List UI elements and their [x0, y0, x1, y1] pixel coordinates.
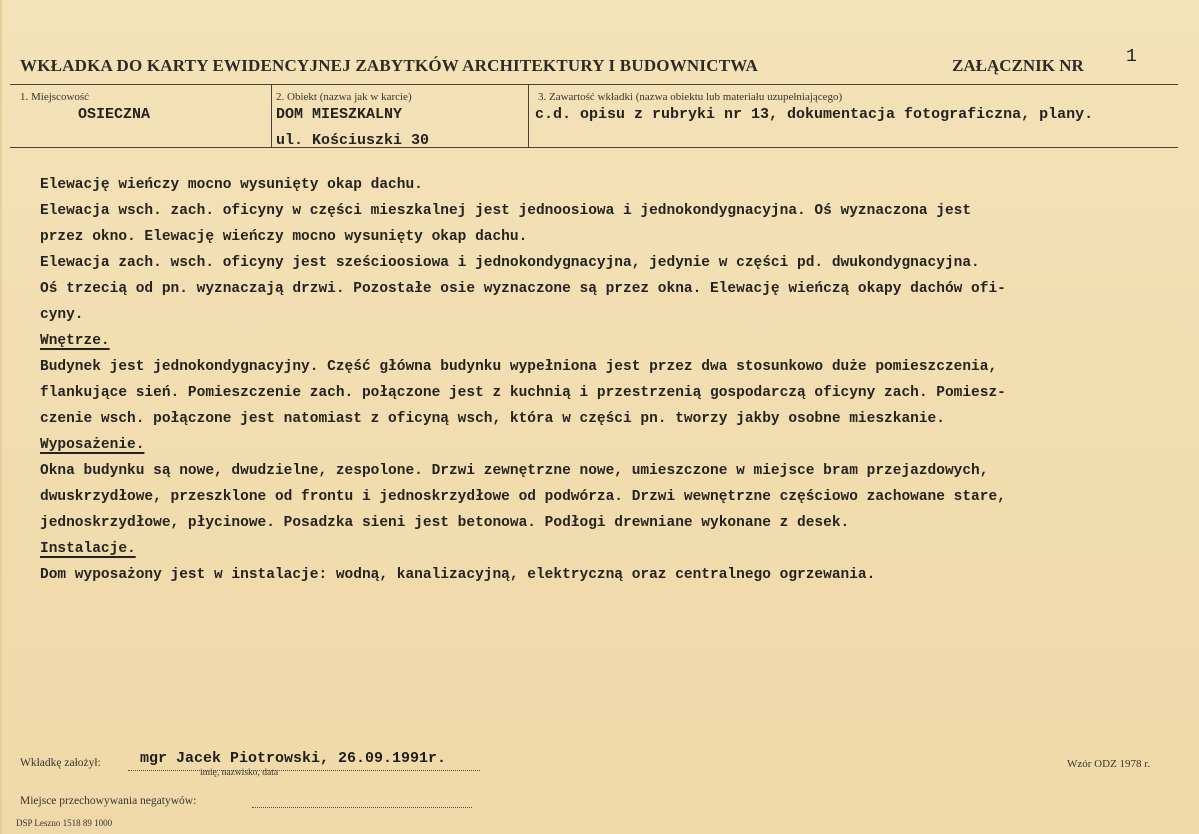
header-rule-top	[10, 84, 1178, 85]
annex-label: ZAŁĄCZNIK NR	[952, 56, 1084, 75]
contents-label: 3. Zawartość wkładki (nazwa obiektu lub materiału uzupełniającego)	[538, 91, 843, 103]
description-body	[40, 172, 1190, 588]
field-divider-1	[271, 84, 272, 147]
created-by-value: mgr Jacek Piotrowski, 26.09.1991r.	[140, 750, 447, 767]
locality-value: OSIECZNA	[78, 106, 151, 123]
locality-label: 1. Miejscowość	[20, 91, 90, 103]
negatives-location-label: Miejsce przechowywania negatywów:	[20, 795, 197, 807]
body-line: jednoskrzydłowe, płycinowe. Posadzka sieni jest betonowa. Podłogi drewniane wykonane z desek.	[40, 515, 850, 531]
created-by-sublabel: imię, nazwisko, data	[200, 768, 279, 778]
body-line: czenie wsch. połączone jest natomiast z oficyną wsch, która w części pn. tworzy jakby osobne mieszkanie.	[40, 411, 945, 427]
object-label: 2. Obiekt (nazwa jak w karcie)	[276, 91, 412, 103]
printer-imprint: DSP Leszno 1518 89 1000	[16, 818, 113, 828]
form-version-label: Wzór ODZ 1978 r.	[1067, 758, 1151, 770]
body-line: Elewację wieńczy mocno wysunięty okap dachu.	[40, 177, 423, 193]
body-line: Oś trzecią od pn. wyznaczają drzwi. Pozostałe osie wyznaczone są przez okna. Elewację wieńczą okapy dachów ofi-	[40, 281, 1006, 297]
body-line: Elewacja wsch. zach. oficyny w części mieszkalnej jest jednoosiowa i jednokondygnacyjna. Oś wyznaczona jest	[40, 203, 972, 219]
body-line: Dom wyposażony jest w instalacje: wodną, kanalizacyjną, elektryczną oraz centralnego ogrzewania.	[40, 567, 876, 583]
object-value-address: ul. Kościuszki 30	[276, 132, 430, 149]
body-line: flankujące sień. Pomieszczenie zach. połączone jest z kuchnią i przestrzenią gospodarczą oficyny zach. Pomiesz-	[40, 385, 1006, 401]
object-value-name: DOM MIESZKALNY	[276, 106, 403, 123]
body-line: przez okno. Elewację wieńczy mocno wysunięty okap dachu.	[40, 229, 528, 245]
field-divider-2	[528, 84, 529, 147]
body-line: dwuskrzydłowe, przeszklone od frontu i jednoskrzydłowe od podwórza. Drzwi wewnętrzne częściowo zachowane stare,	[40, 489, 1006, 505]
body-line: Okna budynku są nowe, dwudzielne, zespolone. Drzwi zewnętrzne nowe, umieszczone w miejsce bram przejazdowych,	[40, 463, 989, 479]
negatives-dotted-line	[252, 807, 472, 808]
contents-value: c.d. opisu z rubryki nr 13, dokumentacja fotograficzna, plany.	[535, 106, 1094, 123]
document-title: WKŁADKA DO KARTY EWIDENCYJNEJ ZABYTKÓW ARCHITEKTURY I BUDOWNICTWA	[20, 56, 759, 75]
section-heading-interior: Wnętrze.	[40, 333, 110, 349]
body-line: Budynek jest jednokondygnacyjny. Część główna budynku wypełniona jest przez dwa stosunkowo duże pomieszczenia,	[40, 359, 998, 375]
section-heading-installations: Instalacje.	[40, 541, 136, 557]
annex-number: 1	[1126, 47, 1137, 67]
body-line: Elewacja zach. wsch. oficyny jest sześcioosiowa i jednokondygnacyjna, jedynie w części pd. dwukondygnacyjna.	[40, 255, 980, 271]
section-heading-equipment: Wyposażenie.	[40, 437, 145, 453]
header-rule-bottom	[10, 147, 1178, 148]
created-by-label: Wkładkę założył:	[20, 757, 101, 769]
body-line: cyny.	[40, 307, 84, 323]
created-by-dotted-line	[128, 770, 480, 771]
